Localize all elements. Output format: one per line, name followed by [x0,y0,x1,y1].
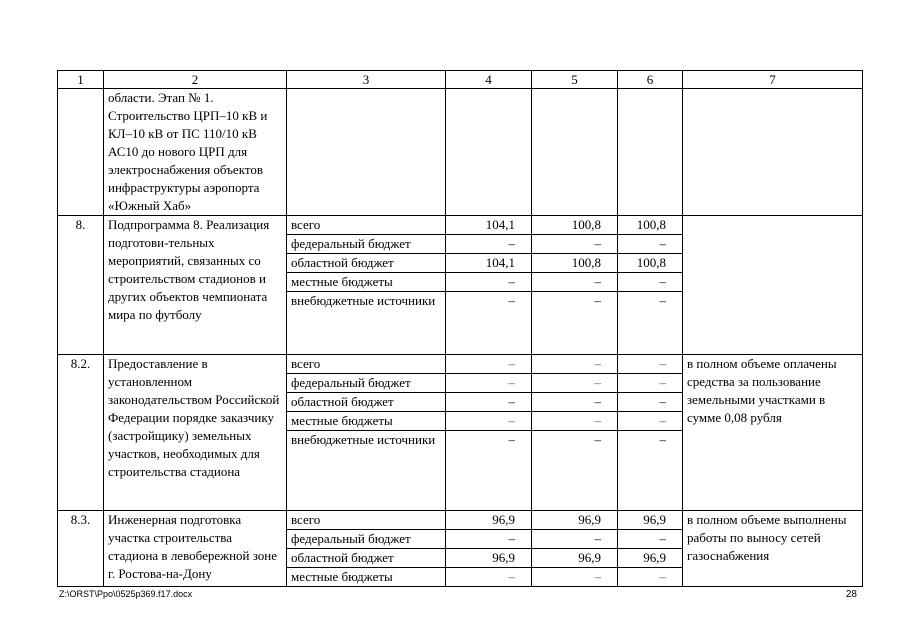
value: 96,9 [532,511,617,530]
budget-table [57,70,863,587]
row-number: 8. [58,216,104,355]
source-label: местные бюджеты [287,273,445,292]
source-label: внебюджетные источники [291,293,436,308]
value: 96,9 [618,549,682,568]
result-note [683,216,863,355]
row-number: 8.3. [58,511,104,587]
table-row [58,355,863,511]
value: – [532,273,617,292]
value-col6 [618,511,683,587]
value: – [618,235,682,254]
value: 96,9 [446,549,531,568]
header-cell: 5 [532,71,618,89]
value-col5 [532,355,618,511]
result-note: в полном объеме оплачены средства за пользование земельными участками в сумме 0,08 рубля [683,355,863,511]
result-note: в полном объеме выполнены работы по выносу сетей газоснабжения [683,511,863,587]
value: – [446,530,531,549]
source-label: местные бюджеты [287,412,445,431]
value: – [508,569,515,584]
value: – [618,273,682,292]
value: – [618,355,682,374]
source-label: федеральный бюджет [287,235,445,254]
result-note [683,89,863,216]
source-label: областной бюджет [287,549,445,568]
value-col6 [618,355,683,511]
value-col6 [618,89,683,216]
value: – [618,393,682,412]
value-col5 [532,511,618,587]
header-cell: 1 [58,71,104,89]
row-number: 8.2. [58,355,104,511]
source-label: областной бюджет [287,393,445,412]
value: 96,9 [446,511,531,530]
page-number: 28 [845,589,857,600]
value: – [532,235,617,254]
header-cell: 7 [683,71,863,89]
value: – [446,235,531,254]
funding-source [287,216,446,355]
table-row [58,216,863,355]
value: 96,9 [532,549,617,568]
value: – [532,355,617,374]
value: – [618,530,682,549]
value: – [508,432,515,447]
header-cell: 4 [446,71,532,89]
value: – [618,412,682,431]
value-col6 [618,216,683,355]
measure-description: Подпрограмма 8. Реализация подготови-тельных мероприятий, связанных со строительством стадионов и других объектов чемпионата мира по футболу [104,216,287,355]
value-col4 [446,216,532,355]
measure-description: Инженерная подготовка участка строительства стадиона в левобережной зоне г. Ростова-на-Дону [104,511,287,587]
value: – [659,432,666,447]
funding-source [287,511,446,587]
source-label: областной бюджет [287,254,445,273]
value: – [446,273,531,292]
header-cell: 3 [287,71,446,89]
value: – [594,293,601,308]
measure-description: Предоставление в установленном законодательством Российской Федерации порядке заказчику (застройщику) земельных участков, необходимых для строительства стадиона [104,355,287,511]
source-label: внебюджетные источники [291,432,436,447]
value: – [659,569,666,584]
header-cell: 6 [618,71,683,89]
table-row [58,89,863,216]
header-row [58,71,863,89]
value: – [532,374,617,393]
source-label: местные бюджеты [291,569,393,584]
header-cell: 2 [104,71,287,89]
funding-source [287,89,446,216]
value: – [659,293,666,308]
source-label: всего [287,216,445,235]
value: 96,9 [618,511,682,530]
source-label: всего [287,355,445,374]
value: – [446,393,531,412]
measure-description: области. Этап № 1. Строительство ЦРП–10 кВ и КЛ–10 кВ от ПС 110/10 кВ АС10 до нового ЦРП для электроснабжения объектов инфраструктуры аэропорта «Южный Хаб» [104,89,287,216]
value-col4 [446,511,532,587]
value: – [532,530,617,549]
value: – [532,412,617,431]
value: – [618,374,682,393]
funding-source [287,355,446,511]
value: – [594,569,601,584]
value: – [594,432,601,447]
value: 104,1 [446,216,531,235]
value: – [532,393,617,412]
value-col5 [532,216,618,355]
value: 100,8 [532,216,617,235]
source-label: федеральный бюджет [287,530,445,549]
value: 100,8 [618,254,682,273]
value: 104,1 [446,254,531,273]
source-label: федеральный бюджет [287,374,445,393]
value: – [508,293,515,308]
footer-file-path: Z:\ORST\Ppo\0525p369.f17.docx [59,589,193,599]
value-col4 [446,89,532,216]
row-number [58,89,104,216]
value-col4 [446,355,532,511]
value: – [446,355,531,374]
value: 100,8 [618,216,682,235]
source-label: всего [287,511,445,530]
value: 100,8 [532,254,617,273]
value: – [446,374,531,393]
value-col5 [532,89,618,216]
table-row [58,511,863,587]
value: – [446,412,531,431]
